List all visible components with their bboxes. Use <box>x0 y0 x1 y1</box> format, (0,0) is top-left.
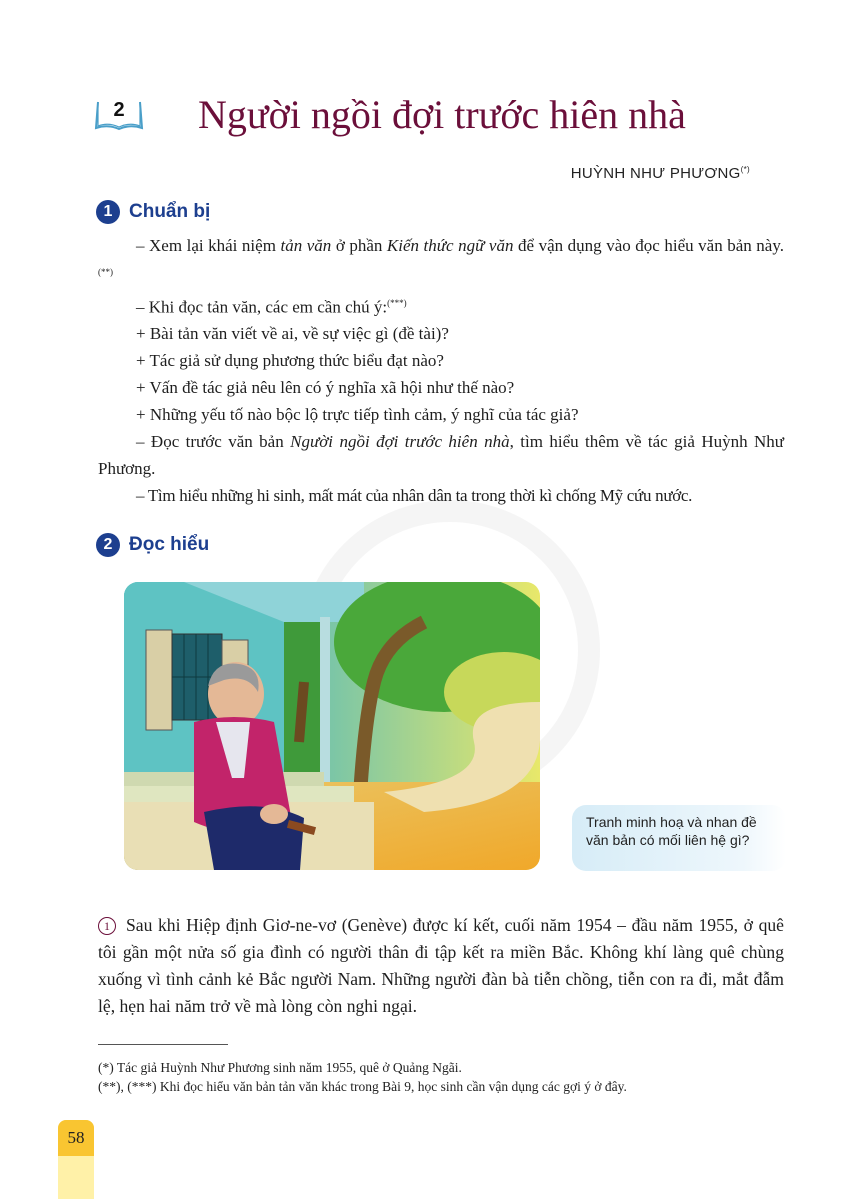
footnote: (**), (***) Khi đọc hiểu văn bản tản văn khác trong Bài 9, học sinh cần vận dụng các gợi ý ở đây. <box>98 1079 627 1094</box>
prep-item: – Khi đọc tản văn, các em cần chú ý:(***) <box>136 297 407 317</box>
prep-item: + Vấn đề tác giả nêu lên có ý nghĩa xã hội như thế nào? <box>136 378 515 398</box>
paragraph-number: 1 <box>98 917 116 935</box>
prep-item: – Tìm hiểu những hi sinh, mất mát của nhân dân ta trong thời kì chống Mỹ cứu nước. <box>136 486 693 506</box>
footnotes <box>98 1058 798 1096</box>
author-name: HUỲNH NHƯ PHƯƠNG(*) <box>570 165 750 182</box>
prep-item: + Những yếu tố nào bộc lộ trực tiếp tình cảm, ý nghĩ của tác giả? <box>136 405 579 425</box>
prep-item: – Đọc trước văn bản Người ngồi đợi trước hiên nhà, tìm hiểu thêm về tác giả Huỳnh Như Phương. <box>98 432 785 479</box>
section-number-badge: 1 <box>96 200 120 224</box>
preparation-list <box>98 232 784 509</box>
lesson-number: 2 <box>113 99 125 121</box>
page-number: 58 <box>58 1120 94 1156</box>
footnote: (*) Tác giả Huỳnh Như Phương sinh năm 1955, quê ở Quảng Ngãi. <box>98 1060 462 1075</box>
lesson-title: Người ngồi đợi trước hiên nhà <box>198 92 686 137</box>
prep-item: + Tác giả sử dụng phương thức biểu đạt nào? <box>136 351 444 371</box>
section-preparation <box>96 200 210 224</box>
prep-item: + Bài tản văn viết về ai, về sự việc gì (đề tài)? <box>136 324 449 344</box>
section-title: Đọc hiểu <box>129 534 210 555</box>
section-reading <box>96 533 209 557</box>
open-book-icon <box>92 96 146 134</box>
reading-paragraph: 1 Sau khi Hiệp định Giơ-ne-vơ (Genève) được kí kết, cuối năm 1954 – đầu năm 1955, ở quê tôi gần một nửa số gia đình có người thân đi tập kết ra miền Bắc. Không khí làng quê chùng xuống vì tình cảnh kẻ Bắc người Nam. Những người đàn bà tiễn chồng, tiễn con ra đi, mắt đẫm lệ, hẹn hai năm trở về mà lòng còn nghi ngại. <box>98 915 784 1016</box>
page-tab <box>58 1120 94 1199</box>
illustration-elderly-woman <box>124 582 540 870</box>
lesson-header <box>92 92 686 137</box>
question-callout: Tranh minh hoạ và nhan đề văn bản có mối liên hệ gì? <box>572 805 786 871</box>
section-number-badge: 2 <box>96 533 120 557</box>
footnote-divider <box>98 1044 228 1045</box>
section-title: Chuẩn bị <box>129 201 211 222</box>
prep-item: – Xem lại khái niệm tản văn ở phần Kiến thức ngữ văn để vận dụng vào đọc hiểu văn bản này.(**) <box>98 236 784 277</box>
